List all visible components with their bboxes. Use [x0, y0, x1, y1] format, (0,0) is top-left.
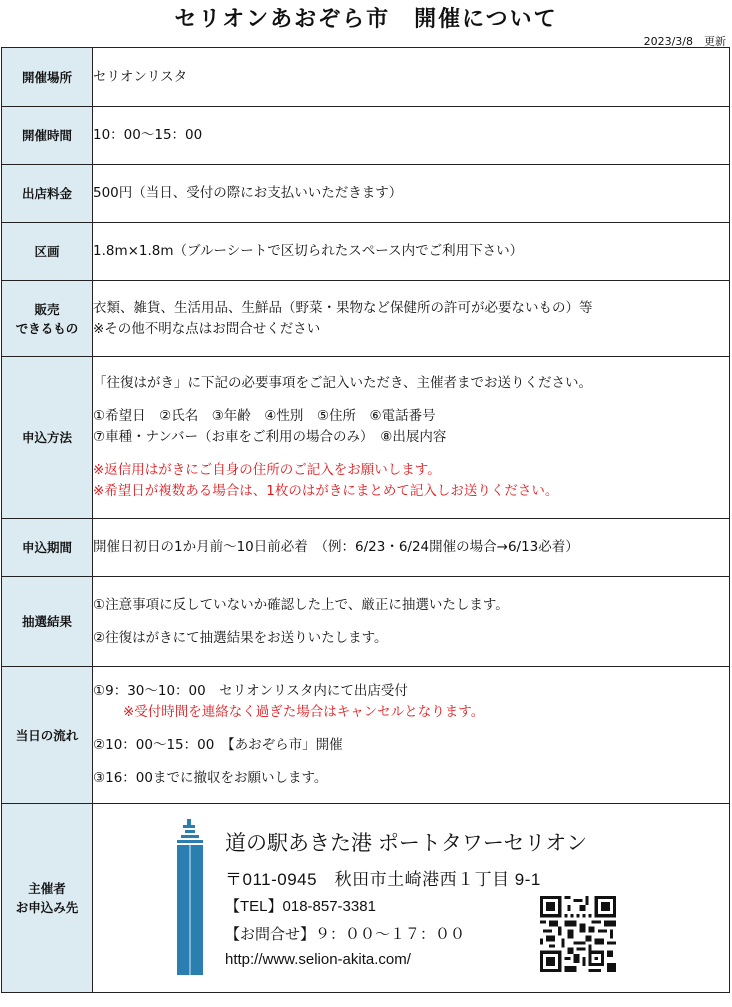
- label-fee: 出店料金: [2, 165, 93, 223]
- flow-line2: ②10：00～15：00 【あおぞら市」開催: [93, 737, 343, 753]
- flow-note: ※受付時間を連絡なく過ぎた場合はキャンセルとなります。: [123, 704, 485, 720]
- row-apply: [2, 357, 730, 519]
- value-lottery: [93, 577, 730, 667]
- info-table: [1, 47, 730, 993]
- value-goods: [93, 281, 730, 357]
- row-organizer: [2, 804, 730, 993]
- row-hours: [2, 107, 730, 165]
- label-organizer-line2: お申込み先: [15, 900, 79, 915]
- goods-line1: 衣類、雑貨、生活用品、生鮮品（野菜・果物など保健所の許可が必要ないもの）等: [93, 299, 593, 316]
- label-organizer: [2, 804, 93, 993]
- row-lot: [2, 223, 730, 281]
- organizer-inquiry-hours: 【お問合せ】９：００～１７：００: [225, 926, 466, 943]
- value-lot: 1.8m×1.8m（ブルーシートで区切られたスペース内でご利用下さい）: [93, 223, 730, 281]
- value-flow: [93, 667, 730, 804]
- row-flow: [2, 667, 730, 804]
- lottery-line1: ①注意事項に反していないか確認した上で、厳正に抽選いたします。: [93, 596, 509, 613]
- apply-line3: ⑦車種・ナンバー（お車をご利用の場合のみ） ⑧出展内容: [93, 429, 447, 445]
- label-venue: 開催場所: [2, 48, 93, 107]
- label-goods: [2, 281, 93, 357]
- value-apply: [93, 357, 730, 519]
- row-venue: [2, 48, 730, 107]
- label-hours: 開催時間: [2, 107, 93, 165]
- flow-line3: ③16：00までに撤収をお願いします。: [93, 770, 328, 786]
- lottery-line2: ②往復はがきにて抽選結果をお送りいたします。: [93, 629, 388, 646]
- organizer-name: 道の駅あきた港 ポートタワーセリオン: [225, 832, 588, 855]
- updated-date: 2023/3/8 更新: [643, 35, 726, 48]
- apply-note1: ※返信用はがきにご自身の住所のご記入をお願いします。: [93, 462, 441, 478]
- value-fee: 500円（当日、受付の際にお支払いいただきます）: [93, 165, 730, 223]
- row-lottery: [2, 577, 730, 667]
- label-apply: 申込方法: [2, 357, 93, 519]
- label-lottery: 抽選結果: [2, 577, 93, 667]
- goods-line2: ※その他不明な点はお問合せください: [93, 320, 321, 337]
- row-goods: [2, 281, 730, 357]
- row-period: [2, 519, 730, 577]
- organizer-tel: 【TEL】018-857-3381: [225, 898, 376, 915]
- label-organizer-line1: 主催者: [28, 881, 66, 896]
- label-period: 申込期間: [2, 519, 93, 577]
- apply-note2: ※希望日が複数ある場合は、1枚のはがきにまとめて記入しお送りください。: [93, 483, 559, 499]
- value-venue: セリオンリスタ: [93, 48, 730, 107]
- value-period: 開催日初日の1か月前～10日前必着 （例：6/23・6/24開催の場合→6/13必着）: [93, 519, 730, 577]
- row-fee: [2, 165, 730, 223]
- value-hours: 10：00～15：00: [93, 107, 730, 165]
- label-goods-line1: 販売: [34, 301, 60, 317]
- qr-code-icon: [540, 896, 616, 972]
- label-goods-line2: できるもの: [15, 320, 79, 336]
- apply-line2: ①希望日 ②氏名 ③年齢 ④性別 ⑤住所 ⑥電話番号: [93, 408, 436, 424]
- organizer-address: 〒011-0945 秋田市土崎港西１丁目 9-1: [225, 870, 541, 889]
- label-flow: 当日の流れ: [2, 667, 93, 804]
- flow-line1: ①9：30～10：00 セリオンリスタ内にて出店受付: [93, 683, 408, 699]
- apply-line1: 「往復はがき」に下記の必要事項をご記入いただき、主催者までお送りください。: [93, 375, 592, 391]
- tower-logo-icon: [175, 819, 205, 975]
- value-organizer: [93, 804, 730, 993]
- label-lot: 区画: [2, 223, 93, 281]
- organizer-url[interactable]: http://www.selion-akita.com/: [225, 951, 411, 968]
- page-title: セリオンあおぞら市 開催について: [174, 7, 558, 32]
